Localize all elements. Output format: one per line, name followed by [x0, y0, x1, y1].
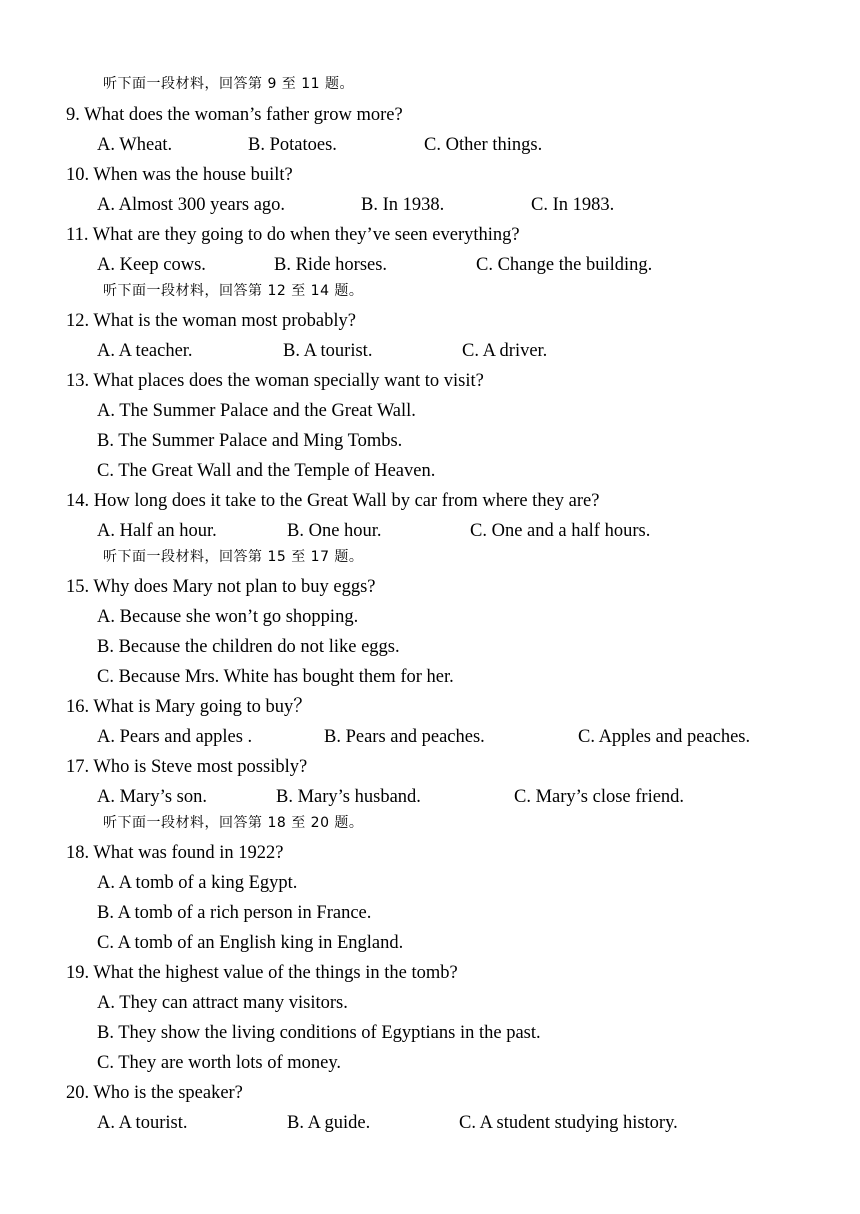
question-11-option-c: C. Change the building.: [476, 255, 653, 275]
question-20-option-b: B. A guide.: [287, 1113, 371, 1133]
question-14-option-c: C. One and a half hours.: [470, 521, 651, 541]
question-12-option-b: B. A tourist.: [283, 341, 373, 361]
question-17-option-b: B. Mary’s husband.: [276, 787, 421, 807]
question-19-option-c: C. They are worth lots of money.: [97, 1053, 342, 1073]
question-19-option-a: A. They can attract many visitors.: [97, 993, 348, 1013]
question-10-stem: 10. When was the house built?: [66, 165, 293, 185]
question-16-stem: 16. What is Mary going to buy？: [66, 697, 312, 717]
question-19-option-b: B. They show the living conditions of Egyptians in the past.: [97, 1023, 541, 1043]
question-18-option-a: A. A tomb of a king Egypt.: [97, 873, 298, 893]
question-12-option-c: C. A driver.: [462, 341, 548, 361]
question-9-option-b: B. Potatoes.: [248, 135, 337, 155]
question-14-stem: 14. How long does it take to the Great Wall by car from where they are?: [66, 491, 600, 511]
question-17-option-a: A. Mary’s son.: [97, 787, 207, 807]
question-20-option-a: A. A tourist.: [97, 1113, 188, 1133]
question-10-option-b: B. In 1938.: [361, 195, 445, 215]
question-11-option-b: B. Ride horses.: [274, 255, 388, 275]
question-11-option-a: A. Keep cows.: [97, 255, 206, 275]
question-16-option-c: C. Apples and peaches.: [578, 727, 751, 747]
question-14-option-a: A. Half an hour.: [97, 521, 217, 541]
question-17-option-c: C. Mary’s close friend.: [514, 787, 685, 807]
question-14-option-b: B. One hour.: [287, 521, 382, 541]
question-15-option-b: B. Because the children do not like eggs.: [97, 637, 400, 657]
question-20-option-c: C. A student studying history.: [459, 1113, 678, 1133]
question-19-stem: 19. What the highest value of the things in the tomb?: [66, 963, 458, 983]
question-15-option-a: A. Because she won’t go shopping.: [97, 607, 359, 627]
question-18-option-b: B. A tomb of a rich person in France.: [97, 903, 372, 923]
question-10-option-c: C. In 1983.: [531, 195, 615, 215]
question-15-stem: 15. Why does Mary not plan to buy eggs?: [66, 577, 376, 597]
question-9-option-c: C. Other things.: [424, 135, 543, 155]
question-9-option-a: A. Wheat.: [97, 135, 173, 155]
question-13-option-b: B. The Summer Palace and Ming Tombs.: [97, 431, 403, 451]
section-instruction-18-20: 听下面一段材料，回答第 18 至 20 题。: [103, 815, 364, 831]
question-9-stem: 9. What does the woman’s father grow more?: [66, 105, 403, 125]
section-instruction-9-11: 听下面一段材料，回答第 9 至 11 题。: [103, 76, 355, 92]
question-20-stem: 20. Who is the speaker?: [66, 1083, 243, 1103]
question-13-stem: 13. What places does the woman specially want to visit?: [66, 371, 484, 391]
question-10-option-a: A. Almost 300 years ago.: [97, 195, 286, 215]
question-15-option-c: C. Because Mrs. White has bought them for her.: [97, 667, 454, 687]
question-18-stem: 18. What was found in 1922?: [66, 843, 284, 863]
question-16-option-b: B. Pears and peaches.: [324, 727, 485, 747]
question-13-option-a: A. The Summer Palace and the Great Wall.: [97, 401, 416, 421]
question-12-stem: 12. What is the woman most probably?: [66, 311, 356, 331]
question-12-option-a: A. A teacher.: [97, 341, 193, 361]
question-13-option-c: C. The Great Wall and the Temple of Heaven.: [97, 461, 436, 481]
question-18-option-c: C. A tomb of an English king in England.: [97, 933, 404, 953]
section-instruction-12-14: 听下面一段材料，回答第 12 至 14 题。: [103, 283, 364, 299]
question-11-stem: 11. What are they going to do when they’ve seen everything?: [66, 225, 520, 245]
question-17-stem: 17. Who is Steve most possibly?: [66, 757, 308, 777]
question-16-option-a: A. Pears and apples .: [97, 727, 253, 747]
section-instruction-15-17: 听下面一段材料，回答第 15 至 17 题。: [103, 549, 364, 565]
